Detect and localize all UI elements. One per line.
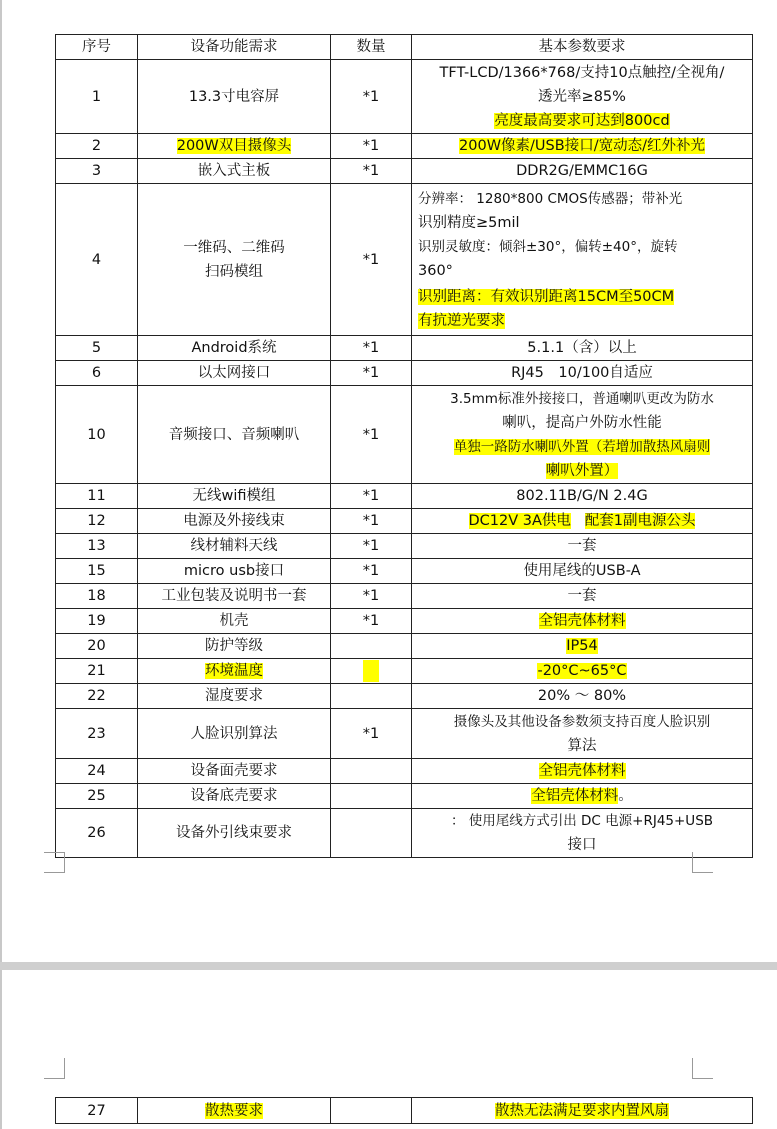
- row-no: 21: [56, 659, 138, 684]
- table-row: [56, 634, 753, 659]
- param-text: 识别精度≥5mil: [418, 214, 520, 231]
- row-quantity: *1: [331, 361, 412, 386]
- table-row: [56, 584, 753, 609]
- param-highlighted-text: -20°C~65°C: [537, 663, 627, 679]
- row-quantity: *1: [331, 609, 412, 634]
- param-highlighted-text: 散热无法满足要求内置风扇: [495, 1102, 669, 1119]
- row-no: 23: [56, 709, 138, 759]
- row-no: 13: [56, 534, 138, 559]
- row-function: 音频接口、音频喇叭: [138, 386, 331, 484]
- row-no: 15: [56, 559, 138, 584]
- function-highlighted-text: 环境温度: [205, 663, 263, 679]
- row-parameters: [412, 184, 753, 336]
- row-parameters: [412, 134, 753, 159]
- row-no: 18: [56, 584, 138, 609]
- row-parameters: [412, 709, 753, 759]
- row-no: 26: [56, 809, 138, 858]
- param-highlighted-text: 配套1副电源公头: [584, 513, 696, 529]
- row-no: 25: [56, 784, 138, 809]
- row-parameters: [412, 509, 753, 534]
- row-quantity: *1: [331, 386, 412, 484]
- row-no: 19: [56, 609, 138, 634]
- row-function: 线材辅料天线: [138, 534, 331, 559]
- row-quantity: *1: [331, 336, 412, 361]
- row-quantity: [331, 634, 412, 659]
- table-row: [56, 759, 753, 784]
- table-header-row: [56, 35, 753, 60]
- param-text: 算法: [567, 737, 597, 754]
- spec-table-continued: [55, 1097, 753, 1124]
- row-function: [138, 134, 331, 159]
- table-row: [56, 784, 753, 809]
- header-no: 序号: [56, 35, 138, 60]
- param-highlighted-text: 单独一路防水喇叭外置（若增加散热风扇则: [453, 438, 711, 455]
- row-quantity: [331, 759, 412, 784]
- table-row: [56, 336, 753, 361]
- row-no: 2: [56, 134, 138, 159]
- row-no: 3: [56, 159, 138, 184]
- header-quantity: 数量: [331, 35, 412, 60]
- row-no: 10: [56, 386, 138, 484]
- param-highlighted-text: 全铝壳体材料: [538, 613, 626, 629]
- row-function: [138, 1098, 331, 1124]
- row-parameters: [412, 609, 753, 634]
- row-no: 6: [56, 361, 138, 386]
- row-function: 设备底壳要求: [138, 784, 331, 809]
- param-text: 喇叭，提高户外防水性能: [502, 414, 662, 431]
- row-parameters: 802.11B/G/N 2.4G: [412, 484, 753, 509]
- table-row: [56, 134, 753, 159]
- row-function: 电源及外接线束: [138, 509, 331, 534]
- row-parameters: [412, 60, 753, 134]
- row-parameters: 使用尾线的USB-A: [412, 559, 753, 584]
- function-line: 扫码模组: [205, 263, 263, 280]
- row-parameters: DDR2G/EMMC16G: [412, 159, 753, 184]
- row-quantity: *1: [331, 60, 412, 134]
- row-parameters: 5.1.1（含）以上: [412, 336, 753, 361]
- row-no: 12: [56, 509, 138, 534]
- row-no: 4: [56, 184, 138, 336]
- param-text: 分辨率： 1280*800 CMOS传感器；带补光: [418, 190, 683, 207]
- row-quantity: *1: [331, 134, 412, 159]
- param-highlighted-text: DC12V 3A供电: [468, 513, 571, 529]
- table-row: [56, 386, 753, 484]
- row-function: 13.3寸电容屏: [138, 60, 331, 134]
- header-function: 设备功能需求: [138, 35, 331, 60]
- param-text: 透光率≥85%: [538, 88, 626, 105]
- param-text: 360°: [418, 262, 453, 279]
- page-corner-mark: [44, 852, 65, 873]
- row-function: 机壳: [138, 609, 331, 634]
- row-function: 以太网接口: [138, 361, 331, 386]
- param-text: 3.5mm标准外接接口，普通喇叭更改为防水: [450, 390, 714, 407]
- table-row: [56, 361, 753, 386]
- row-quantity: *1: [331, 484, 412, 509]
- row-quantity: [331, 684, 412, 709]
- table-row: [56, 60, 753, 134]
- table-row: [56, 559, 753, 584]
- row-function: micro usb接口: [138, 559, 331, 584]
- param-text: 。: [618, 788, 633, 804]
- row-quantity: [331, 809, 412, 858]
- row-function: 嵌入式主板: [138, 159, 331, 184]
- row-quantity: [331, 659, 412, 684]
- page-break-gap: [0, 962, 777, 970]
- param-highlighted-text: 全铝壳体材料: [538, 763, 626, 779]
- table-row: [56, 509, 753, 534]
- row-parameters: [412, 759, 753, 784]
- param-highlighted-text: IP54: [566, 638, 598, 654]
- function-highlighted-text: 散热要求: [205, 1102, 263, 1119]
- quantity-highlight-mark: [363, 660, 379, 682]
- table-row: [56, 609, 753, 634]
- param-highlighted-text: 亮度最高要求可达到800cd: [494, 112, 670, 129]
- param-highlighted-text: 识别距离：有效识别距离15CM至50CM: [418, 288, 675, 305]
- function-line: 一维码、二维码: [183, 239, 285, 256]
- table-row: [56, 484, 753, 509]
- row-quantity: *1: [331, 584, 412, 609]
- header-parameters: 基本参数要求: [412, 35, 753, 60]
- page-corner-mark: [44, 852, 64, 853]
- param-highlighted-text: 喇叭外置）: [545, 462, 619, 479]
- row-no: 27: [56, 1098, 138, 1124]
- row-function: 工业包装及说明书一套: [138, 584, 331, 609]
- row-function: [138, 659, 331, 684]
- table-row: [56, 659, 753, 684]
- row-parameters: [412, 659, 753, 684]
- row-no: 22: [56, 684, 138, 709]
- row-parameters: RJ45 10/100自适应: [412, 361, 753, 386]
- table-row: [56, 809, 753, 858]
- param-text: 接口: [567, 837, 597, 853]
- page-corner-mark: [692, 1058, 713, 1079]
- row-no: 24: [56, 759, 138, 784]
- table-row: [56, 709, 753, 759]
- row-no: 1: [56, 60, 138, 134]
- param-highlighted-text: 全铝壳体材料: [531, 788, 619, 804]
- row-function: Android系统: [138, 336, 331, 361]
- row-function: 设备面壳要求: [138, 759, 331, 784]
- param-text: ： 使用尾线方式引出 DC 电源+RJ45+USB: [450, 813, 714, 829]
- table-row: [56, 184, 753, 336]
- row-quantity: *1: [331, 159, 412, 184]
- param-highlighted-text: 有抗逆光要求: [418, 312, 505, 329]
- param-text: 识别灵敏度：倾斜±30°，偏转±40°，旋转: [418, 238, 678, 255]
- row-quantity: *1: [331, 534, 412, 559]
- row-function: 防护等级: [138, 634, 331, 659]
- row-parameters: [412, 634, 753, 659]
- table-row: [56, 684, 753, 709]
- row-parameters: 一套: [412, 584, 753, 609]
- param-highlighted-text: 200W像素/USB接口/宽动态/红外补光: [459, 138, 705, 154]
- table-row: [56, 1098, 753, 1124]
- row-parameters: [412, 784, 753, 809]
- row-function: 湿度要求: [138, 684, 331, 709]
- row-function: 无线wifi模组: [138, 484, 331, 509]
- row-parameters: [412, 809, 753, 858]
- row-function: 人脸识别算法: [138, 709, 331, 759]
- row-function: [138, 184, 331, 336]
- row-parameters: 20% ～ 80%: [412, 684, 753, 709]
- param-text: TFT-LCD/1366*768/支持10点触控/全视角/: [439, 64, 725, 81]
- row-quantity: *1: [331, 509, 412, 534]
- function-highlighted-text: 200W双目摄像头: [176, 138, 292, 154]
- row-no: 11: [56, 484, 138, 509]
- row-quantity: *1: [331, 559, 412, 584]
- row-no: 20: [56, 634, 138, 659]
- row-function: 设备外引线束要求: [138, 809, 331, 858]
- row-no: 5: [56, 336, 138, 361]
- row-quantity: [331, 784, 412, 809]
- param-text: 摄像头及其他设备参数须支持百度人脸识别: [453, 713, 711, 730]
- page-corner-mark: [692, 852, 713, 873]
- row-parameters: [412, 1098, 753, 1124]
- row-quantity: [331, 1098, 412, 1124]
- spec-table: [55, 34, 753, 858]
- row-quantity: *1: [331, 709, 412, 759]
- table-row: [56, 159, 753, 184]
- page-left-edge: [0, 0, 2, 1129]
- page-corner-mark: [44, 1058, 65, 1079]
- row-parameters: 一套: [412, 534, 753, 559]
- table-row: [56, 534, 753, 559]
- row-quantity: *1: [331, 184, 412, 336]
- row-parameters: [412, 386, 753, 484]
